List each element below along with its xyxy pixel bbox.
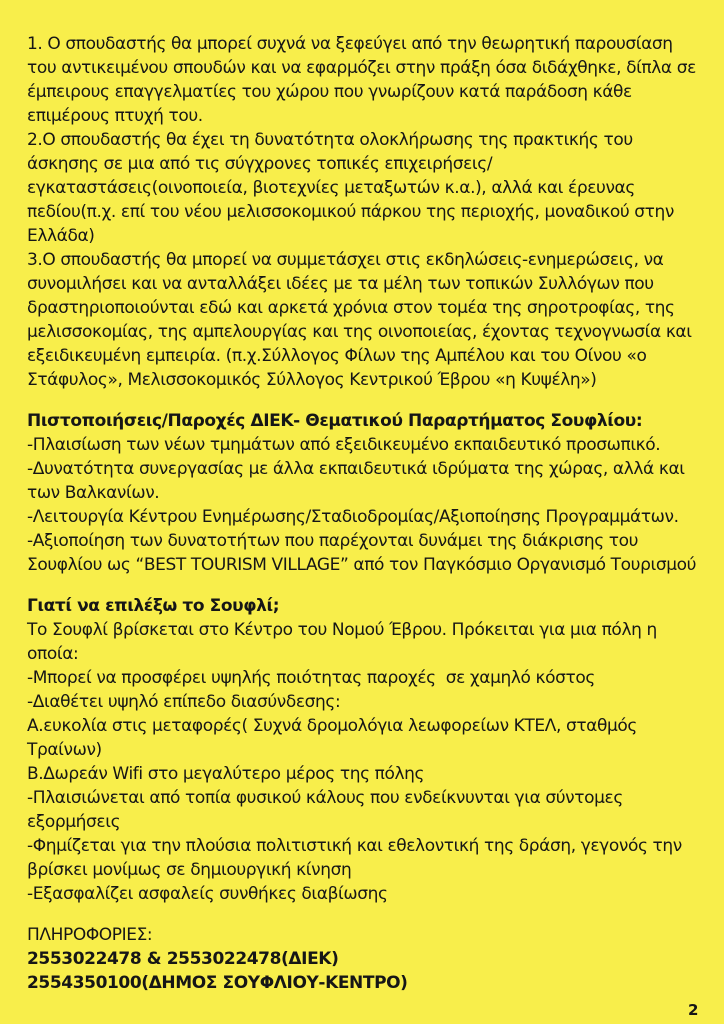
page-number: 2 — [687, 1001, 698, 1019]
why-soufli-line-8: -Εξασφαλίζει ασφαλείς συνθήκες διαβίωσης — [27, 884, 388, 904]
paragraph-internship-2: 2.Ο σπουδαστής θα έχει τη δυνατότητα ολοκλήρωσης της πρακτικής του άσκησης σε μια από τις σύγχρονες τοπικές επιχειρήσεις/εγκαταστάσεις(οινοποιεία, βιοτεχνίες μεταξωτών κ.α.), αλλά και έρευνας πεδίου(π.χ. επί του νέου μελισσοκομικού πάρκου της περιοχής, μοναδικού στην Ελλάδα) — [27, 130, 679, 246]
why-soufli-line-3: -Διαθέτει υψηλό επίπεδο διασύνδεσης: — [27, 692, 341, 712]
certification-item-2: -Δυνατότητα συνεργασίας με άλλα εκπαιδευτικά ιδρύματα της χώρας, αλλά και των Βαλκανίων. — [27, 459, 690, 503]
paragraph-internship-1: 1. Ο σπουδαστής θα μπορεί συχνά να ξεφεύγει από την θεωρητική παρουσίαση του αντικειμένου σπουδών και να εφαρμόζει στην πράξη όσα διδάχθηκε, δίπλα σε έμπειρους επαγγελματίες του χώρου που γνωρίζουν κατά παράδοση κάθε επιμέρους πτυχή του. — [27, 34, 701, 126]
why-soufli-line-5: Β.Δωρεάν Wifi στο μεγαλύτερο μέρος της πόλης — [27, 764, 425, 784]
heading-why-soufli: Γιατί να επιλέξω το Σουφλί; — [27, 596, 280, 616]
contact-phone-1: 2553022478 & 2553022478(ΔΙΕΚ) — [27, 949, 339, 969]
certification-item-4: -Αξιοποίηση των δυνατοτήτων που παρέχονται δυνάμει της διάκρισης του Σουφλίου ως “BEST TOURISM VILLAGE” από τον Παγκόσμιο Οργανισμό Τουρισμού — [27, 531, 697, 575]
heading-certifications: Πιστοποιήσεις/Παροχές ΔΙΕΚ- Θεματικού Παραρτήματος Σουφλίου: — [27, 411, 643, 431]
contact-phone-2: 2554350100(ΔΗΜΟΣ ΣΟΥΦΛΙΟΥ-ΚΕΝΤΡΟ) — [27, 973, 408, 993]
certification-item-1: -Πλαισίωση των νέων τμημάτων από εξειδικευμένο εκπαιδευτικό προσωπικό. — [27, 435, 661, 455]
paragraph-internship-3: 3.Ο σπουδαστής θα μπορεί να συμμετάσχει στις εκδηλώσεις-ενημερώσεις, να συνομιλήσει και να ανταλλάξει ιδέες με τα μέλη των τοπικών Συλλόγων που δραστηριοποιούνται εδώ και αρκετά χρόνια στον τομέα της σηροτροφίας, της μελισσοκομίας, της αμπελουργίας και της οινοποιείας, έχοντας τεχνογνωσία και εξειδικευμένη εμπειρία. (π.χ.Σύλλογος Φίλων της Αμπέλου και του Οίνου «ο Στάφυλος», Μελισσοκομικός Σύλλογος Κεντρικού Έβρου «η Κυψέλη») — [27, 250, 697, 390]
why-soufli-line-4: Α.ευκολία στις μεταφορές( Συχνά δρομολόγια λεωφορείων ΚΤΕΛ, σταθμός Τραίνων) — [27, 716, 643, 760]
why-soufli-line-7: -Φημίζεται για την πλούσια πολιτιστική και εθελοντική της δράση, γεγονός την βρίσκει μονίμως σε δημιουργική κίνηση — [27, 836, 687, 880]
why-soufli-intro: Το Σουφλί βρίσκεται στο Κέντρο του Νομού Έβρου. Πρόκειται για μια πόλη η οποία: — [27, 620, 662, 664]
section-spacer — [27, 906, 698, 923]
contact-label: ΠΛΗΡΟΦΟΡΙΕΣ: — [27, 925, 153, 945]
section-spacer — [27, 577, 698, 594]
certification-item-3: -Λειτουργία Κέντρου Ενημέρωσης/Σταδιοδρομίας/Αξιοποίησης Προγραμμάτων. — [27, 507, 679, 527]
why-soufli-line-6: -Πλαισιώνεται από τοπία φυσικού κάλους που ενδείκνυνται για σύντομες εξορμήσεις — [27, 788, 628, 832]
why-soufli-line-2: -Μπορεί να προσφέρει υψηλής ποιότητας παροχές σε χαμηλό κόστος — [27, 668, 595, 688]
section-spacer — [27, 392, 698, 409]
